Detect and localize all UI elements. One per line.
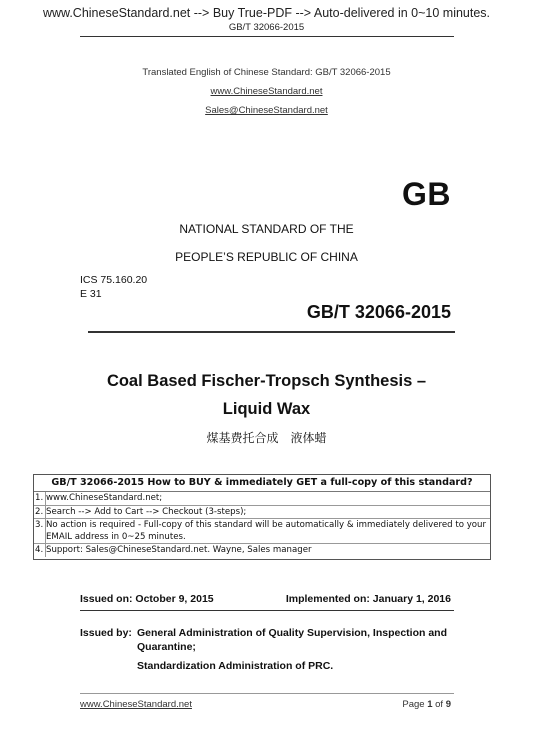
title-divider [88,331,455,333]
purchase-info-box [33,474,491,560]
step-text: Support: Sales@ChineseStandard.net. Wayne, Sales manager [46,545,312,555]
purchase-step [34,492,490,506]
title-line-1: Coal Based Fischer-Tropsch Synthesis – [106,372,427,390]
step-number: 2. [35,506,46,519]
title-chinese: 煤基费托合成 液体蜡 [206,431,327,445]
step-text: No action is required - Full-copy of this standard will be automatically & immediately delivered to your EMAIL address in 0~25 minutes. [46,520,487,542]
step-number: 4. [35,544,46,557]
title-line-2: Liquid Wax [222,400,311,418]
header-standard-code: GB/T 32066-2015 [228,22,305,33]
issuer-line-1: General Administration of Quality Supervision, Inspection and [137,627,447,639]
page-indicator [402,699,451,710]
national-standard-line-2: PEOPLE’S REPUBLIC OF CHINA [175,250,358,264]
purchase-step [34,506,490,520]
header-divider [80,36,454,37]
ics-code: ICS 75.160.20 [80,274,148,286]
issuer-label: Issued by: [80,627,132,639]
purchase-step [34,544,490,557]
gb-mark: GB [402,176,451,212]
page-total: 9 [445,699,451,710]
purchase-box-heading: GB/T 32066-2015 How to BUY & immediately GET a full-copy of this standard? [34,475,490,492]
page-prefix: Page [402,699,428,710]
standard-number: GB/T 32066-2015 [306,302,451,322]
ccs-code: E 31 [80,288,102,300]
step-text: Search --> Add to Cart --> Checkout (3-steps); [46,506,247,517]
step-text[interactable]: www.ChineseStandard.net; [46,493,163,503]
issuer-line-3: Standardization Administration of PRC. [137,660,334,672]
dates-divider [80,610,454,611]
email-link[interactable]: Sales@ChineseStandard.net [205,105,328,116]
website-link[interactable]: www.ChineseStandard.net [210,86,323,97]
issuer-line-2: Quarantine; [137,641,196,653]
issued-date: Issued on: October 9, 2015 [80,593,214,605]
footer-divider [80,693,454,694]
page-current: 1 [427,699,433,710]
step-number: 3. [35,519,46,543]
purchase-step [34,519,490,544]
national-standard-line-1: NATIONAL STANDARD OF THE [179,222,354,236]
page-of: of [432,699,446,710]
footer-website-link[interactable]: www.ChineseStandard.net [80,699,192,710]
implemented-date: Implemented on: January 1, 2016 [285,593,451,605]
top-banner: www.ChineseStandard.net --> Buy True-PDF --> Auto-delivered in 0~10 minutes. [42,6,491,20]
translation-line: Translated English of Chinese Standard: GB/T 32066-2015 [142,67,391,78]
step-number: 1. [35,492,46,505]
